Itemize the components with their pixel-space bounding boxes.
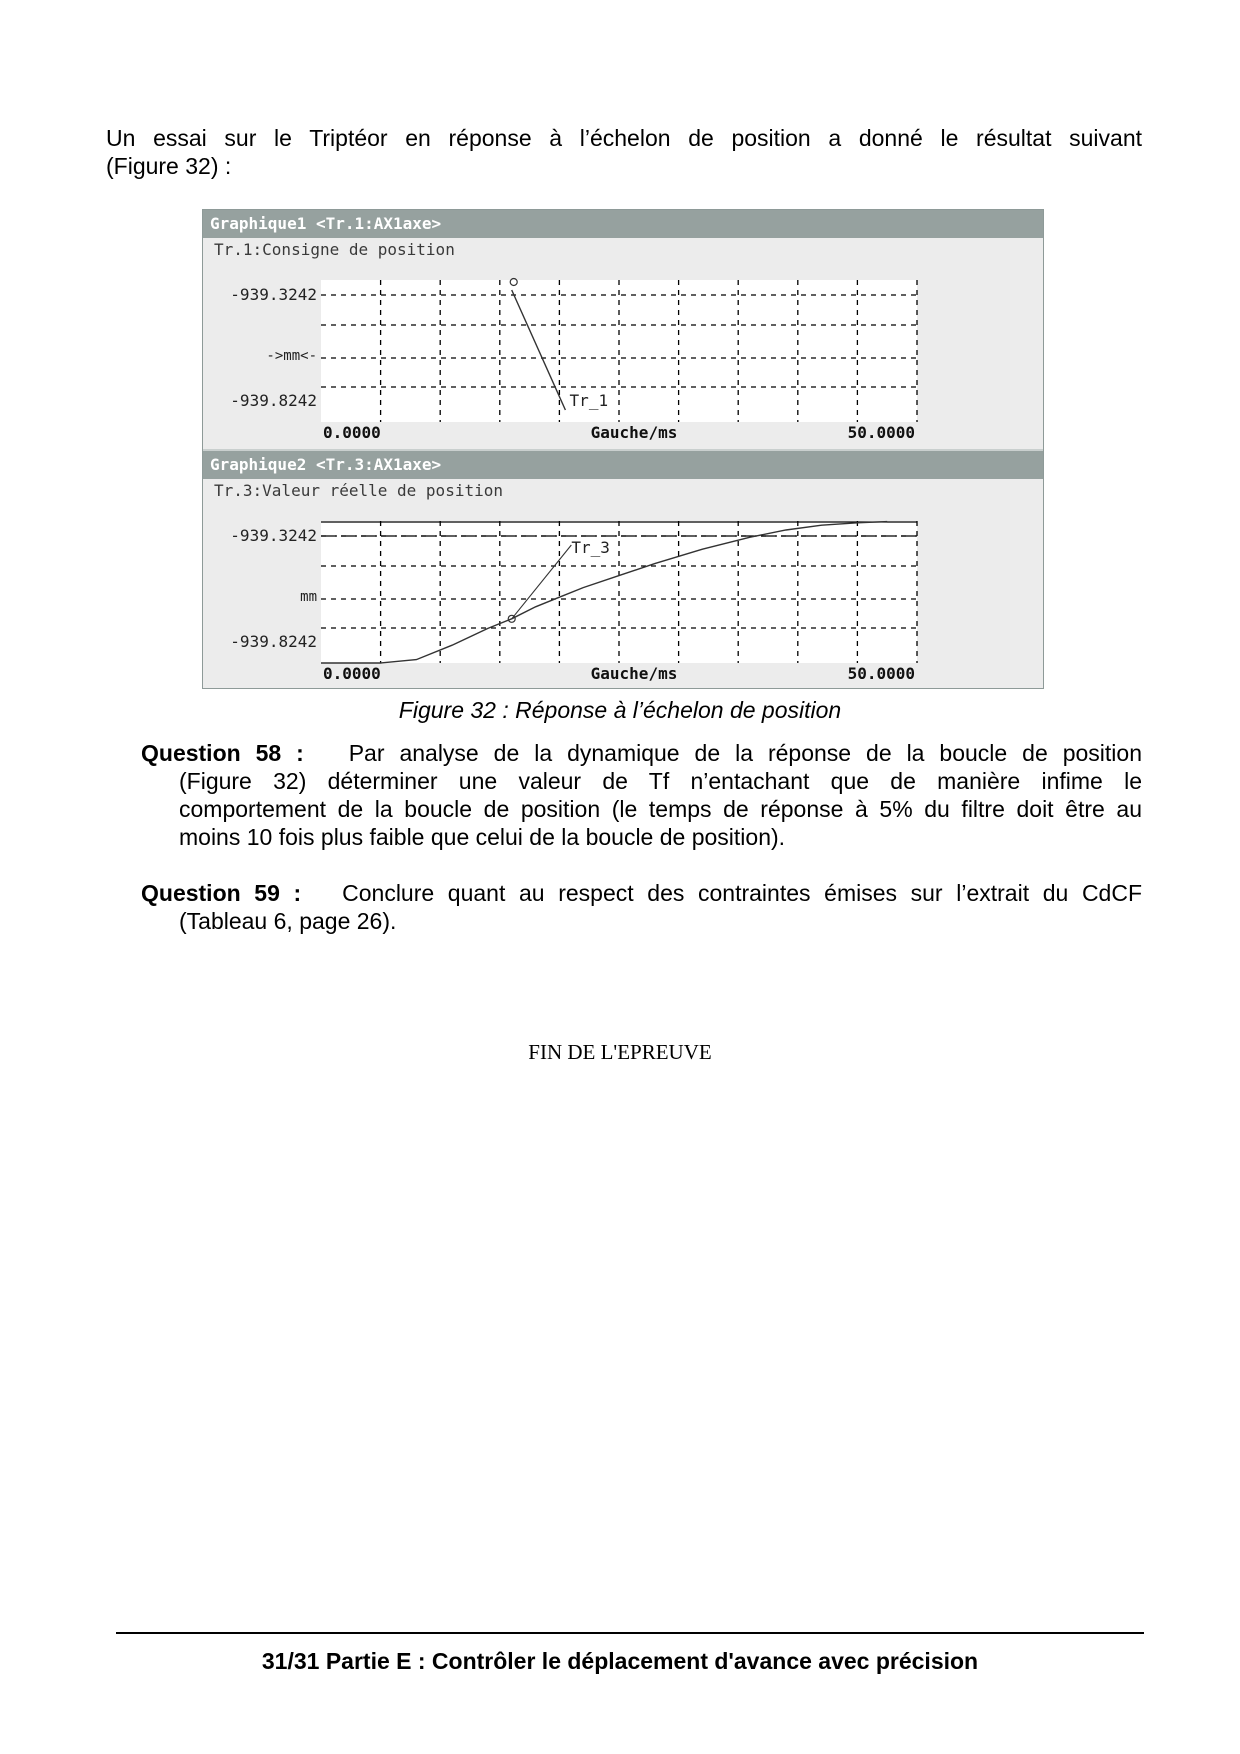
question-58-line: moins 10 fois plus faible que celui de la boucle de position). — [179, 824, 786, 850]
question-58-first-line — [141, 739, 1142, 767]
y-axis-label: mm — [300, 589, 317, 605]
series-name-label: Tr_3 — [571, 538, 610, 557]
panel-2-subtitle: Tr.3:Valeur réelle de position — [214, 481, 503, 500]
question-58-label: Question 58 : — [141, 740, 304, 766]
chart-2-plot — [203, 451, 1043, 688]
x-tick-label-right: 50.0000 — [847, 423, 915, 442]
question-59-line: (Tableau 6, page 26). — [179, 908, 397, 934]
intro-paragraph — [106, 124, 1142, 180]
page-footer: 31/31 Partie E : Contrôler le déplacement d'avance avec précision — [261, 1648, 979, 1674]
question-58-line: (Figure 32) déterminer une valeur de Tf n’entachant que de manière infime le — [179, 768, 1142, 794]
question-59 — [141, 879, 1142, 935]
panel-1-subtitle: Tr.1:Consigne de position — [214, 240, 455, 259]
figure-32-chart-window — [202, 209, 1044, 689]
question-58 — [141, 739, 1142, 851]
intro-line: Un essai sur le Triptéor en réponse à l’échelon de position a donné le résultat suivant — [106, 125, 1142, 151]
figure-caption: Figure 32 : Réponse à l’échelon de position — [398, 697, 842, 723]
intro-line: (Figure 32) : — [106, 153, 232, 179]
end-of-exam-text: FIN DE L'EPREUVE — [528, 1040, 712, 1064]
x-axis-label: Gauche/ms — [590, 423, 678, 442]
y-axis-label: ->mm<- — [266, 348, 317, 364]
chart-1-plot — [203, 210, 1043, 448]
footer-rule — [116, 1632, 1144, 1634]
x-tick-label-left: 0.0000 — [323, 423, 381, 442]
question-59-label: Question 59 : — [141, 880, 302, 906]
chart-panel-2 — [203, 449, 1043, 688]
y-tick-label-bottom: -939.8242 — [230, 632, 317, 651]
y-tick-label-top: -939.3242 — [230, 526, 317, 545]
question-59-text: Conclure quant au respect des contraintes émises sur l’extrait du CdCF — [342, 880, 1143, 906]
series-name-label: Tr_1 — [569, 391, 609, 410]
y-tick-label-top: -939.3242 — [230, 285, 317, 304]
y-tick-label-bottom: -939.8242 — [230, 391, 317, 410]
question-58-line: comportement de la boucle de position (le temps de réponse à 5% du filtre doit être au — [179, 796, 1142, 822]
chart-panel-1 — [203, 210, 1043, 448]
panel-1-title-bar: Graphique1 <Tr.1:AX1axe> — [203, 210, 1043, 238]
panel-2-title-bar: Graphique2 <Tr.3:AX1axe> — [203, 451, 1043, 479]
x-tick-label-left: 0.0000 — [323, 664, 381, 683]
x-axis-label: Gauche/ms — [590, 664, 678, 683]
question-58-text: Par analyse de la dynamique de la réponse de la boucle de position — [348, 740, 1142, 766]
question-59-first-line — [141, 879, 1142, 907]
x-tick-label-right: 50.0000 — [847, 664, 915, 683]
